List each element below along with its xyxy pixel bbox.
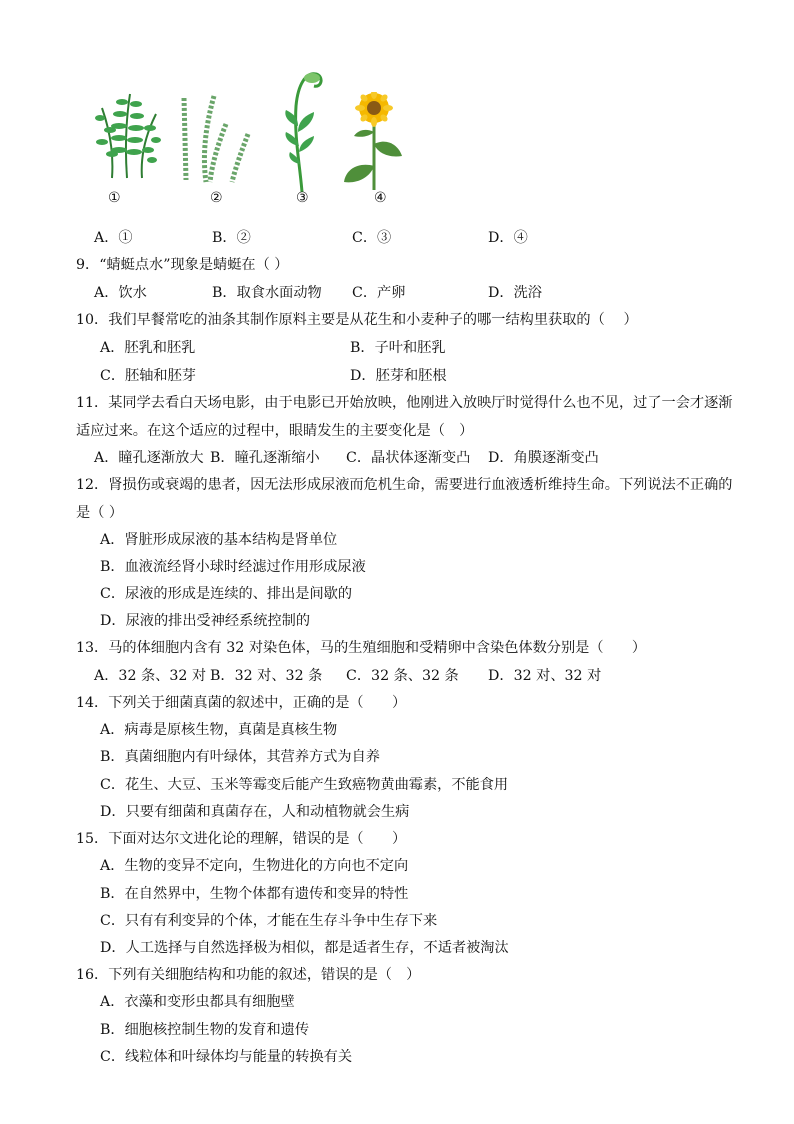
q12-option-d: D．尿液的排出受神经系统控制的 bbox=[100, 613, 311, 629]
q16-option-b: B．细胞核控制生物的发育和遗传 bbox=[100, 1022, 310, 1038]
q11-stem-line1: 11．某同学去看白天场电影，由于电影已开始放映，他刚进入放映厅时觉得什么也不见，过了一会才逐渐 bbox=[76, 395, 733, 411]
q14-option-a: A．病毒是原核生物，真菌是真核生物 bbox=[100, 722, 338, 738]
q15-option-c: C．只有有利变异的个体，才能在生存斗争中生存下来 bbox=[100, 913, 438, 929]
q10-stem: 10．我们早餐常吃的油条其制作原料主要是从花生和小麦种子的哪一结构里获取的（ ） bbox=[76, 312, 638, 328]
q10-option-d: D．胚芽和胚根 bbox=[350, 368, 447, 384]
q10-option-c: C．胚轴和胚芽 bbox=[100, 368, 196, 384]
q8-option-b: B．② bbox=[212, 230, 251, 246]
q12-option-b: B．血液流经肾小球时经滤过作用形成尿液 bbox=[100, 559, 366, 575]
figure-label-3: ③ bbox=[296, 190, 309, 206]
q16-option-a: A．衣藻和变形虫都具有细胞壁 bbox=[100, 994, 295, 1010]
q12-stem-line2: 是（ ） bbox=[76, 505, 124, 521]
q14-option-b: B．真菌细胞内有叶绿体，其营养方式为自养 bbox=[100, 749, 380, 765]
q12-option-c: C．尿液的形成是连续的、排出是间歇的 bbox=[100, 586, 353, 602]
q9-option-d: D．洗浴 bbox=[488, 285, 542, 301]
q12-option-a: A．肾脏形成尿液的基本结构是肾单位 bbox=[100, 532, 338, 548]
q8-option-c: C．③ bbox=[352, 230, 392, 246]
q10-option-b: B．子叶和胚乳 bbox=[350, 340, 446, 356]
q11-stem-line2: 适应过来。在这个适应的过程中，眼睛发生的主要变化是（ ） bbox=[76, 423, 474, 439]
q13-stem: 13．马的体细胞内含有 32 对染色体，马的生殖细胞和受精卵中含染色体数分别是（ ） bbox=[76, 640, 647, 656]
q16-option-c: C．线粒体和叶绿体均与能量的转换有关 bbox=[100, 1049, 353, 1065]
q15-option-a: A．生物的变异不定向，生物进化的方向也不定向 bbox=[100, 858, 409, 874]
seedling-illustration bbox=[280, 66, 330, 194]
q15-option-b: B．在自然界中，生物个体都有遗传和变异的特性 bbox=[100, 886, 409, 902]
algae-illustration bbox=[176, 94, 256, 184]
q9-stem: 9．“蜻蜓点水”现象是蜻蜓在（ ） bbox=[76, 257, 289, 273]
figure-label-2: ② bbox=[210, 190, 223, 206]
q13-option-b: B．32 对、32 条 bbox=[210, 668, 323, 684]
q8-option-d: D．④ bbox=[488, 230, 528, 246]
sunflower-illustration bbox=[340, 92, 410, 192]
q14-option-c: C．花生、大豆、玉米等霉变后能产生致癌物黄曲霉素，不能食用 bbox=[100, 777, 509, 793]
q14-option-d: D．只要有细菌和真菌存在，人和动植物就会生病 bbox=[100, 804, 410, 820]
q13-option-d: D．32 对、32 对 bbox=[488, 668, 602, 684]
figure-label-4: ④ bbox=[374, 190, 387, 206]
q8-option-a: A．① bbox=[94, 230, 133, 246]
q10-option-a: A．胚乳和胚乳 bbox=[100, 340, 196, 356]
q11-option-b: B．瞳孔逐渐缩小 bbox=[210, 450, 320, 466]
q15-option-d: D．人工选择与自然选择极为相似，都是适者生存，不适者被淘汰 bbox=[100, 940, 509, 956]
q11-option-a: A．瞳孔逐渐放大 bbox=[94, 450, 204, 466]
plant-figure bbox=[88, 64, 428, 214]
q11-option-c: C．晶状体逐渐变凸 bbox=[346, 450, 471, 466]
q14-stem: 14．下列关于细菌真菌的叙述中，正确的是（ ） bbox=[76, 695, 407, 711]
q9-option-b: B．取食水面动物 bbox=[212, 285, 322, 301]
q16-stem: 16．下列有关细胞结构和功能的叙述，错误的是（ ） bbox=[76, 967, 421, 983]
q9-option-a: A．饮水 bbox=[94, 285, 147, 301]
fern-illustration bbox=[92, 90, 162, 180]
figure-label-1: ① bbox=[108, 190, 121, 206]
q12-stem-line1: 12．肾损伤或衰竭的患者，因无法形成尿液而危机生命，需要进行血液透析维持生命。下列说法不正确的 bbox=[76, 477, 733, 493]
q13-option-a: A．32 条、32 对 bbox=[94, 668, 207, 684]
q11-option-d: D．角膜逐渐变凸 bbox=[488, 450, 599, 466]
q9-option-c: C．产卵 bbox=[352, 285, 406, 301]
q15-stem: 15．下面对达尔文进化论的理解，错误的是（ ） bbox=[76, 831, 407, 847]
q13-option-c: C．32 条、32 条 bbox=[346, 668, 459, 684]
